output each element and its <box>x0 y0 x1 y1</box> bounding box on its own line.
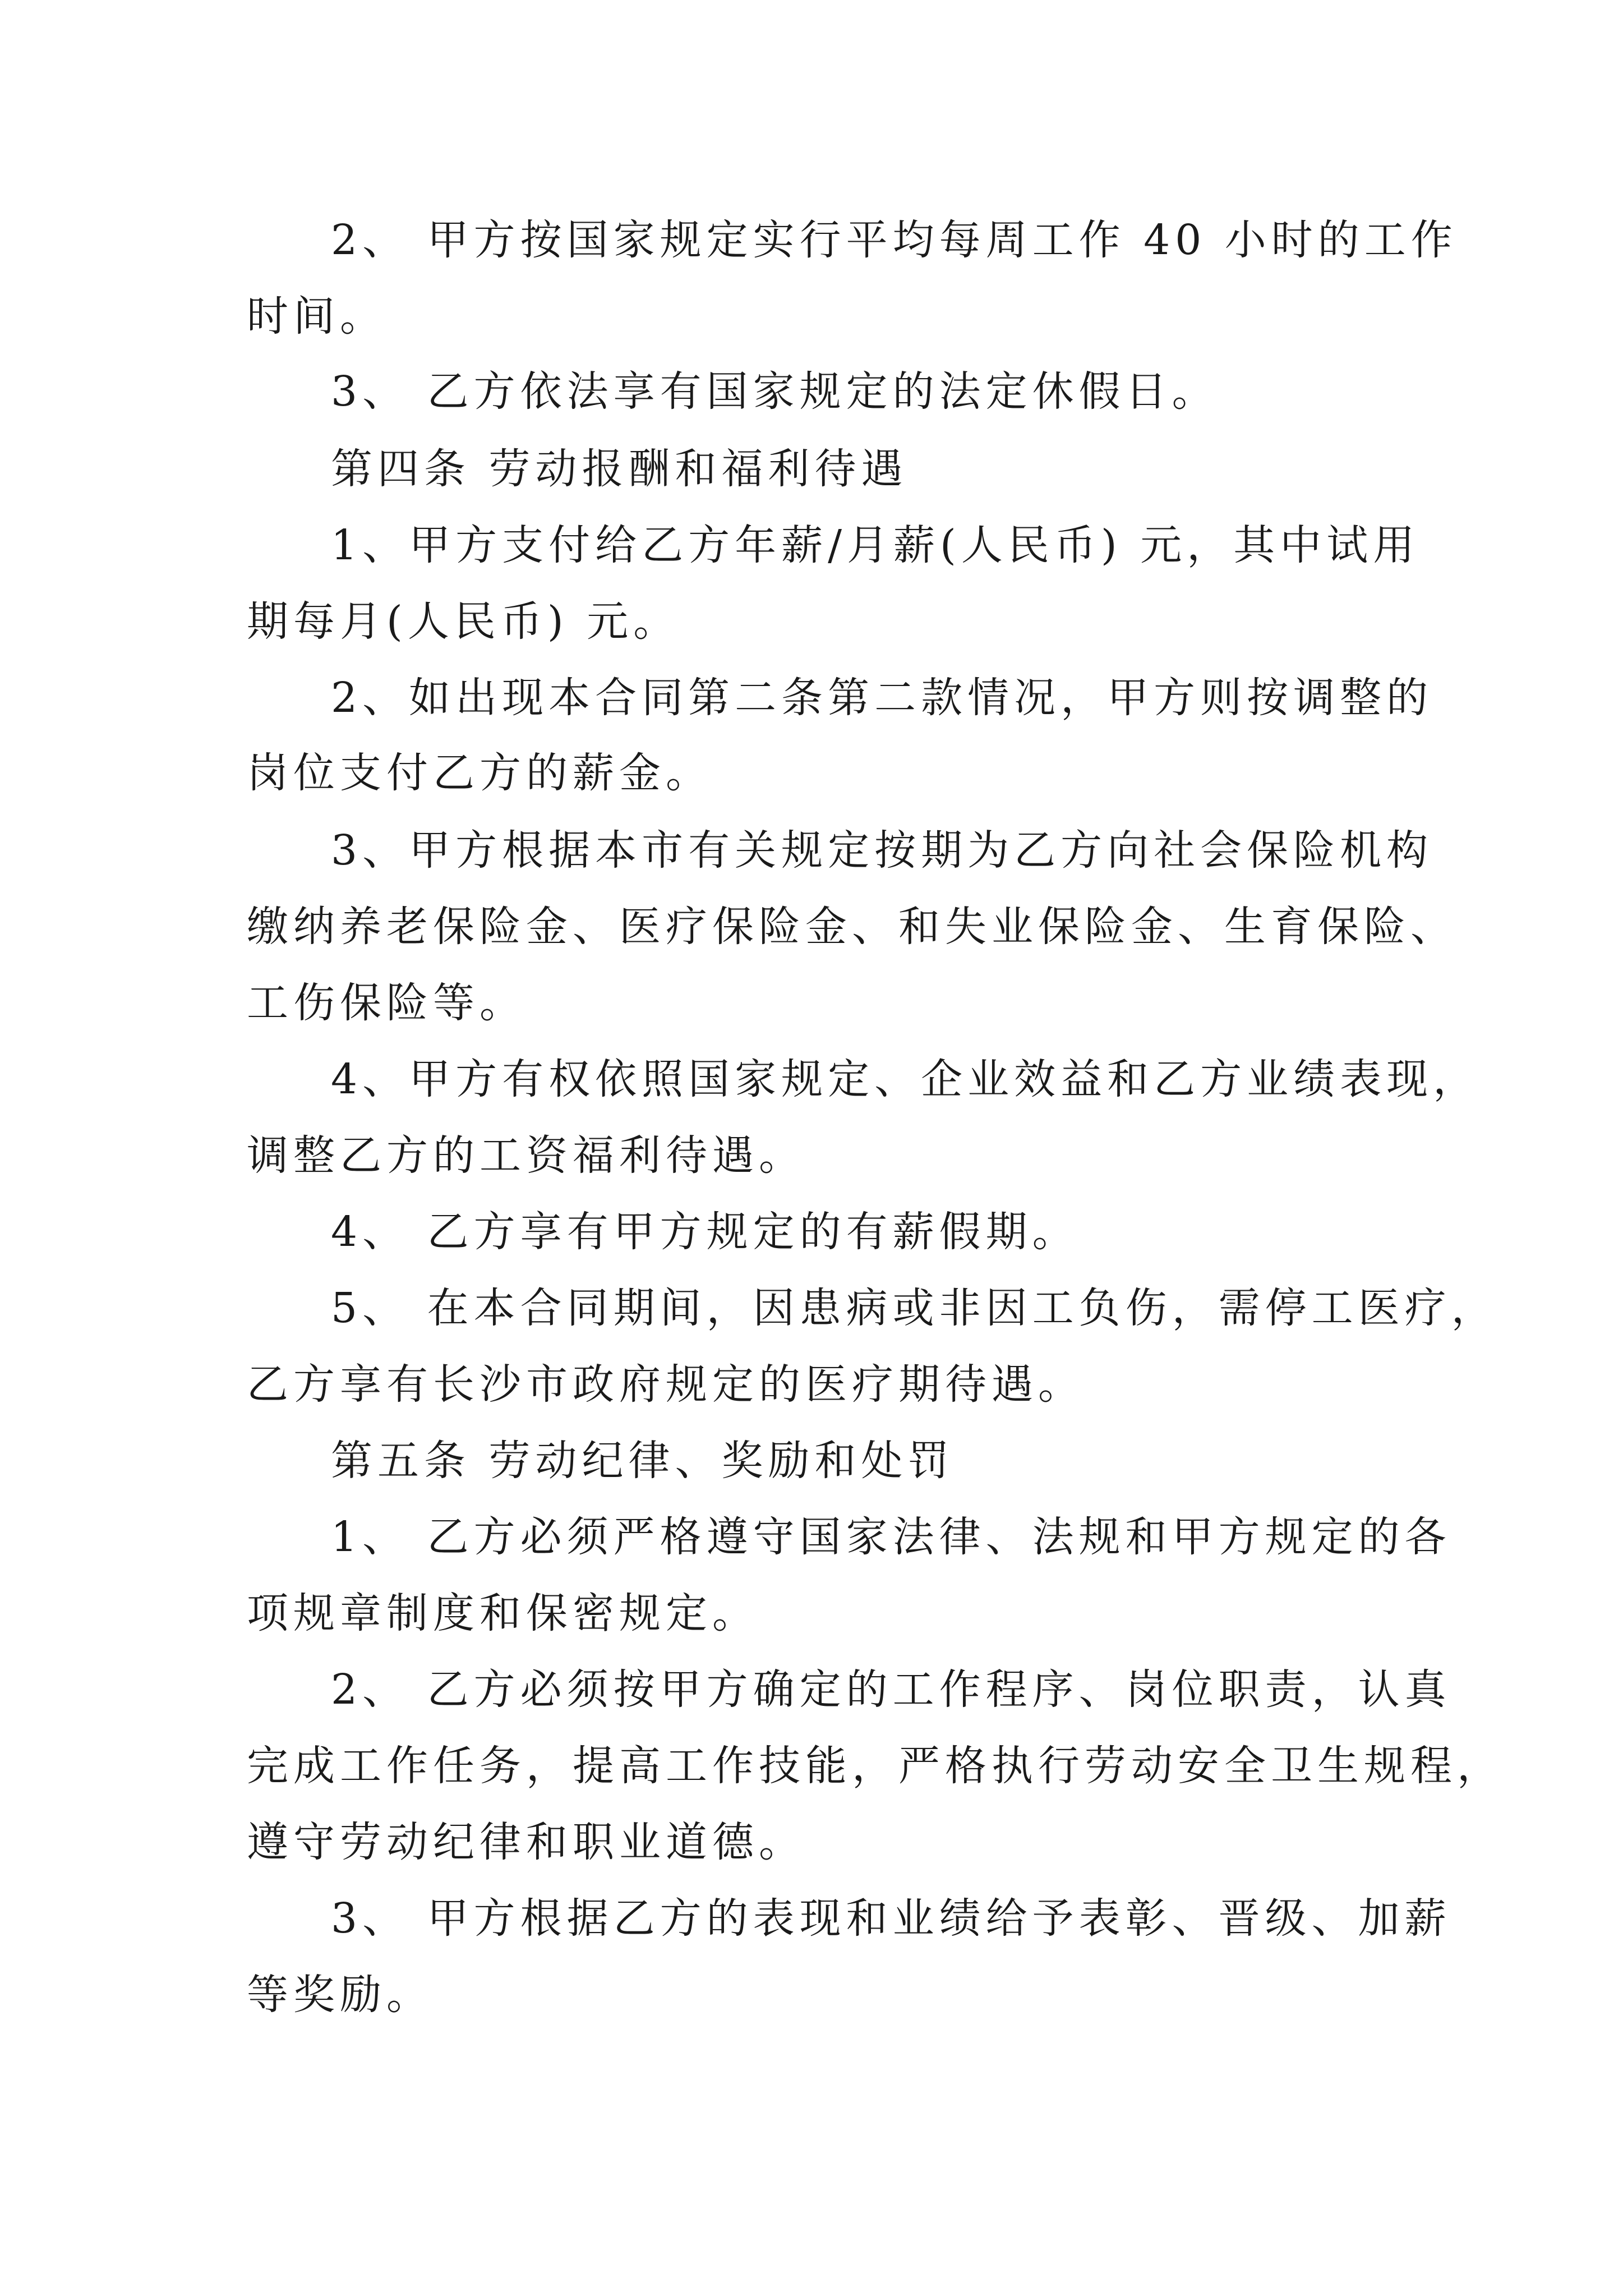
text-line: 3、 乙方依法享有国家规定的法定休假日。 <box>331 367 1219 416</box>
text-line: 时间。 <box>247 292 386 341</box>
text-line: 完成工作任务，提高工作技能，严格执行劳动安全卫生规程， <box>247 1742 1504 1790</box>
section-heading: 第四条 劳动报酬和福利待遇 <box>331 445 908 493</box>
text-line: 缴纳养老保险金、医疗保险金、和失业保险金、生育保险、 <box>247 903 1457 951</box>
text-line: 期每月(人民币) 元。 <box>247 597 680 646</box>
text-line: 3、 甲方根据乙方的表现和业绩给予表彰、晋级、加薪 <box>331 1894 1451 1943</box>
text-line: 岗位支付乙方的薪金。 <box>247 749 712 797</box>
text-line: 遵守劳动纪律和职业道德。 <box>247 1818 805 1866</box>
text-line: 1、甲方支付给乙方年薪/月薪(人民币) 元，其中试用 <box>331 521 1420 569</box>
text-line: 4、 乙方享有甲方规定的有薪假期。 <box>331 1208 1079 1256</box>
text-line: 2、 甲方按国家规定实行平均每周工作 40 小时的工作 <box>331 216 1458 264</box>
text-line: 项规章制度和保密规定。 <box>247 1589 759 1637</box>
text-line: 工伤保险等。 <box>247 979 526 1027</box>
text-line: 调整乙方的工资福利待遇。 <box>247 1131 805 1180</box>
text-line: 等奖励。 <box>247 1971 433 2019</box>
text-line: 1、 乙方必须严格遵守国家法律、法规和甲方规定的各 <box>331 1513 1451 1561</box>
text-line: 4、甲方有权依照国家规定、企业效益和乙方业绩表现， <box>331 1055 1480 1103</box>
section-heading: 第五条 劳动纪律、奖励和处罚 <box>331 1437 955 1485</box>
text-line: 3、甲方根据本市有关规定按期为乙方向社会保险机构 <box>331 826 1433 875</box>
text-line: 2、如出现本合同第二条第二款情况，甲方则按调整的 <box>331 674 1433 722</box>
text-line: 2、 乙方必须按甲方确定的工作程序、岗位职责，认真 <box>331 1665 1451 1714</box>
text-line: 5、 在本合同期间，因患病或非因工负伤，需停工医疗， <box>331 1284 1498 1332</box>
text-line: 乙方享有长沙市政府规定的医疗期待遇。 <box>247 1360 1085 1409</box>
